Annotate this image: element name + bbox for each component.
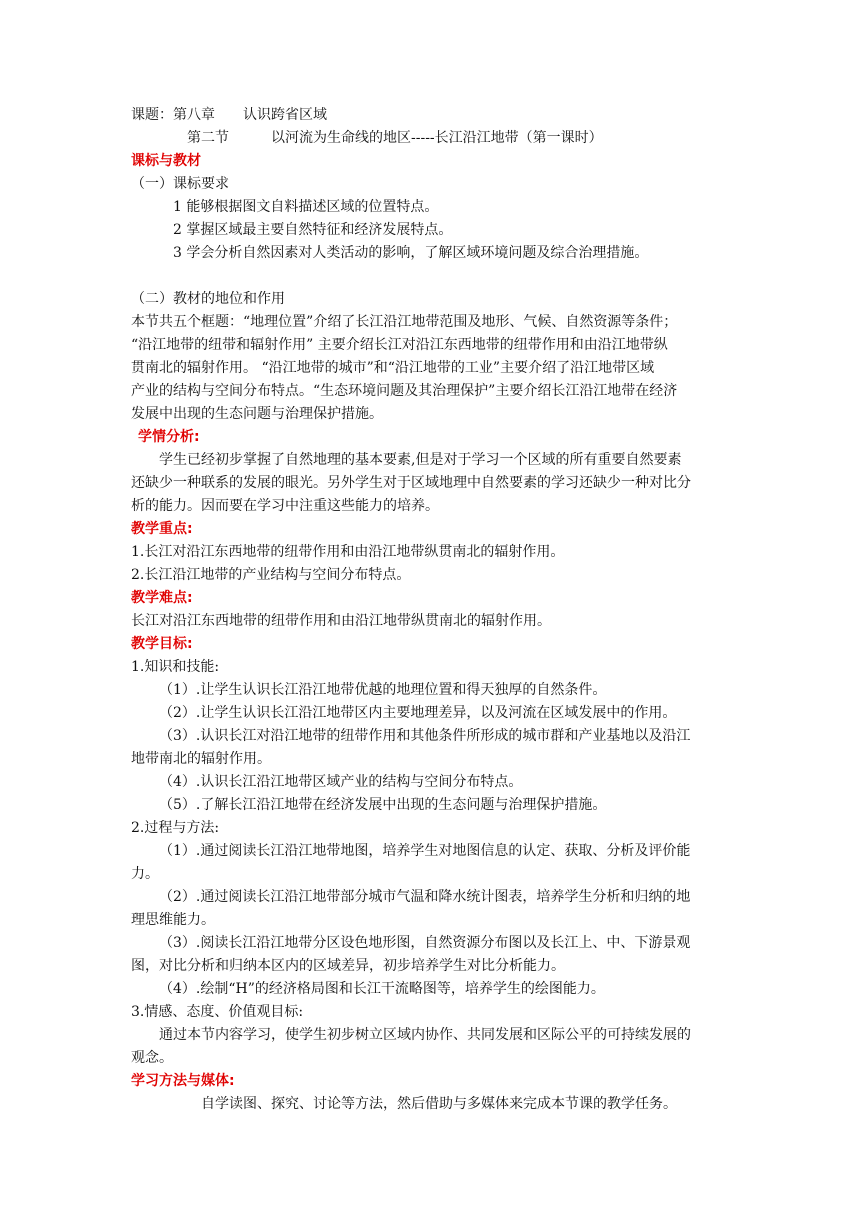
key-point-item: 2.长江沿江地带的产业结构与空间分布特点。 [131,567,411,583]
section-line [187,127,603,150]
process-item-cont: 理思维能力。 [131,912,215,928]
key-point-item: 1.长江对沿江东西地带的纽带作用和由沿江地带纵贯南北的辐射作用。 [131,544,565,560]
standard-item: 2 掌握区域最主要自然特征和经济发展特点。 [173,222,453,238]
textbook-para-line: 发展中出现的生态问题与治理保护措施。 [131,406,383,422]
heading-key-points: 教学重点: [131,521,193,537]
subheading-standards: （一）课标要求 [131,176,229,192]
textbook-para-line: “沿江地带的纽带和辐射作用” 主要介绍长江对沿江东西地带的纽带作用和由沿江地带纵 [131,337,668,353]
students-para-line: 析的能力。因而要在学习中注重这些能力的培养。 [131,498,439,514]
process-item-cont: 图，对比分析和归纳本区内的区域差异，初步培养学生对比分析能力。 [131,958,565,974]
process-item: （4）.绘制“H”的经济格局图和长江干流略图等，培养学生的绘图能力。 [159,981,605,997]
students-para-line: 还缺少一种联系的发展的眼光。另外学生对于区域地理中自然要素的学习还缺少一种对比分 [131,475,691,491]
difficulty-text: 长江对沿江东西地带的纽带作用和由沿江地带纵贯南北的辐射作用。 [131,613,551,629]
textbook-para-line: 贯南北的辐射作用。 “沿江地带的城市”和“沿江地带的工业”主要介绍了沿江地带区域 [131,360,655,376]
section-number: 第二节 [187,130,229,146]
textbook-para-line: 产业的结构与空间分布特点。“生态环境问题及其治理保护”主要介绍长江沿江地带在经济 [131,383,678,399]
knowledge-item-cont: 地带南北的辐射作用。 [131,751,271,767]
section-title: 以河流为生命线的地区-----长江沿江地带（第一课时） [271,130,603,146]
textbook-para-line: 本节共五个框题：“地理位置”介绍了长江沿江地带范围及地形、气候、自然资源等条件； [131,314,678,330]
standard-item: 1 能够根据图文自料描述区域的位置特点。 [173,199,439,215]
methods-text: 自学读图、探究、讨论等方法，然后借助与多媒体来完成本节课的教学任务。 [201,1096,677,1112]
heading-difficulty: 教学难点: [131,590,193,606]
process-item: （1）.通过阅读长江沿江地带地图，培养学生对地图信息的认定、获取、分析及评价能 [159,843,691,859]
chapter-title: 认识跨省区域 [243,107,327,123]
title-label: 课题：第八章 [131,107,215,123]
heading-objectives: 教学目标: [131,636,193,652]
heading-methods: 学习方法与媒体: [131,1073,235,1089]
knowledge-item: （4）.认识长江沿江地带区域产业的结构与空间分布特点。 [159,774,523,790]
standard-item: 3 学会分析自然因素对人类活动的影响，了解区域环境问题及综合治理措施。 [173,245,649,261]
knowledge-item: （3）.认识长江对沿江地带的纽带作用和其他条件所形成的城市群和产业基地以及沿江 [159,728,691,744]
subheading-textbook: （二）教材的地位和作用 [131,291,285,307]
process-item: （3）.阅读长江沿江地带分区设色地形图，自然资源分布图以及长江上、中、下游景观 [159,935,691,951]
process-item-cont: 力。 [131,866,159,882]
process-item: （2）.通过阅读长江沿江地带部分城市气温和降水统计图表，培养学生分析和归纳的地 [159,889,691,905]
heading-students: 学情分析: [138,429,200,445]
title-line [131,104,327,127]
knowledge-item: （5）.了解长江沿江地带在经济发展中出现的生态问题与治理保护措施。 [159,797,607,813]
objective-process-title: 2.过程与方法: [131,820,220,836]
objective-knowledge-title: 1.知识和技能: [131,659,220,675]
emotion-para-line: 通过本节内容学习，使学生初步树立区域内协作、共同发展和区际公平的可持续发展的 [159,1027,691,1043]
emotion-para-line: 观念。 [131,1050,173,1066]
knowledge-item: （2）.让学生认识长江沿江地带区内主要地理差异，以及河流在区域发展中的作用。 [159,705,677,721]
students-para-line: 学生已经初步掌握了自然地理的基本要素,但是对于学习一个区域的所有重要自然要素 [159,452,682,468]
knowledge-item: （1）.让学生认识长江沿江地带优越的地理位置和得天独厚的自然条件。 [159,682,607,698]
heading-curriculum: 课标与教材 [131,153,201,169]
objective-emotion-title: 3.情感、态度、价值观目标: [131,1004,304,1020]
